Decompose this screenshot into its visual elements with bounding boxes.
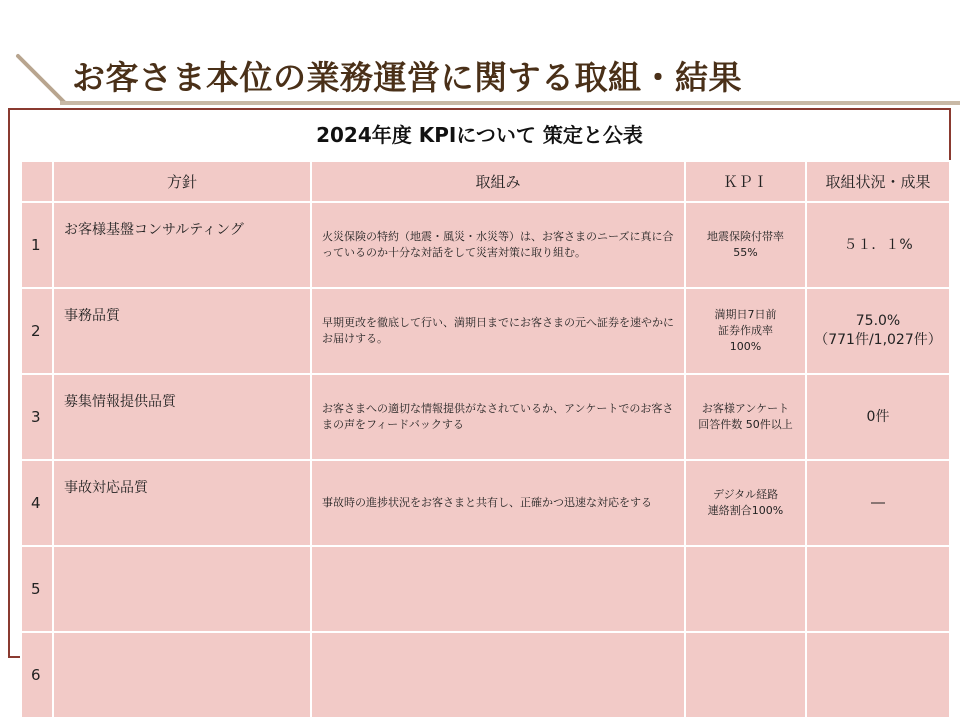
row-number: 2 bbox=[21, 288, 53, 374]
kpi-cell bbox=[685, 632, 806, 718]
action-cell: 火災保険の特約（地震・風災・水災等）は、お客さまのニーズに真に合っているのか十分な対話をして災害対策に取り組む。 bbox=[311, 202, 685, 288]
action-cell: 事故時の進捗状況をお客さまと共有し、正確かつ迅速な対応をする bbox=[311, 460, 685, 546]
title-underline bbox=[60, 101, 960, 105]
kpi-line: 満期日7日前 bbox=[714, 308, 777, 322]
action-cell: 早期更改を徹底して行い、満期日までにお客さまの元へ証券を速やかにお届けする。 bbox=[311, 288, 685, 374]
row-number: 4 bbox=[21, 460, 53, 546]
kpi-line: 証券作成率 bbox=[718, 324, 773, 338]
result-cell bbox=[806, 460, 950, 546]
header-cell-result: 取組状況・成果 bbox=[806, 161, 950, 202]
kpi-line: デジタル経路 bbox=[712, 488, 779, 502]
policy-cell: お客様基盤コンサルティング bbox=[53, 202, 311, 288]
table-row bbox=[21, 460, 950, 546]
result-cell bbox=[806, 202, 950, 288]
kpi-line: お客様アンケート bbox=[701, 402, 790, 416]
kpi-line: 連絡割合100% bbox=[707, 504, 784, 517]
policy-cell: 募集情報提供品質 bbox=[53, 374, 311, 460]
result-cell bbox=[806, 546, 950, 632]
row-number: 3 bbox=[21, 374, 53, 460]
kpi-cell bbox=[685, 288, 806, 374]
table-row bbox=[21, 632, 950, 718]
result-line: 0件 bbox=[866, 408, 890, 425]
action-cell bbox=[311, 546, 685, 632]
header-cell-kpi: ＫＰＩ bbox=[685, 161, 806, 202]
result-line: （771件/1,027件） bbox=[814, 332, 942, 348]
table-row bbox=[21, 546, 950, 632]
result-cell bbox=[806, 632, 950, 718]
table-row bbox=[21, 288, 950, 374]
header-cell-policy: 方針 bbox=[53, 161, 311, 202]
result-line: 75.0% bbox=[855, 313, 901, 330]
kpi-line: 地震保険付帯率 bbox=[707, 230, 784, 244]
result-cell bbox=[806, 288, 950, 374]
kpi-card bbox=[8, 108, 951, 684]
kpi-cell bbox=[685, 202, 806, 288]
card-subtitle: 2024年度 KPIについて 策定と公表 bbox=[316, 123, 643, 147]
kpi-table bbox=[20, 160, 951, 719]
row-number: 5 bbox=[21, 546, 53, 632]
kpi-cell bbox=[685, 460, 806, 546]
kpi-cell bbox=[685, 374, 806, 460]
kpi-line: 回答件数 50件以上 bbox=[698, 418, 793, 431]
result-cell bbox=[806, 374, 950, 460]
policy-cell: 事務品質 bbox=[53, 288, 311, 374]
policy-cell bbox=[53, 632, 311, 718]
result-line: ― bbox=[871, 494, 885, 511]
action-cell: お客さまへの適切な情報提供がなされているか、アンケートでのお客さまの声をフィードバックする bbox=[311, 374, 685, 460]
header-cell-action: 取組み bbox=[311, 161, 685, 202]
row-number: 6 bbox=[21, 632, 53, 718]
action-cell bbox=[311, 632, 685, 718]
policy-cell bbox=[53, 546, 311, 632]
header-cell-no bbox=[21, 161, 53, 202]
kpi-cell bbox=[685, 546, 806, 632]
table-row bbox=[21, 202, 950, 288]
table-row bbox=[21, 374, 950, 460]
result-line: ５１．１% bbox=[843, 236, 913, 253]
page-title: お客さま本位の業務運営に関する取組・結果 bbox=[72, 58, 742, 97]
kpi-line: 100% bbox=[729, 339, 762, 353]
kpi-line: 55% bbox=[733, 246, 758, 259]
policy-cell: 事故対応品質 bbox=[53, 460, 311, 546]
row-number: 1 bbox=[21, 202, 53, 288]
table-header-row bbox=[21, 161, 950, 202]
